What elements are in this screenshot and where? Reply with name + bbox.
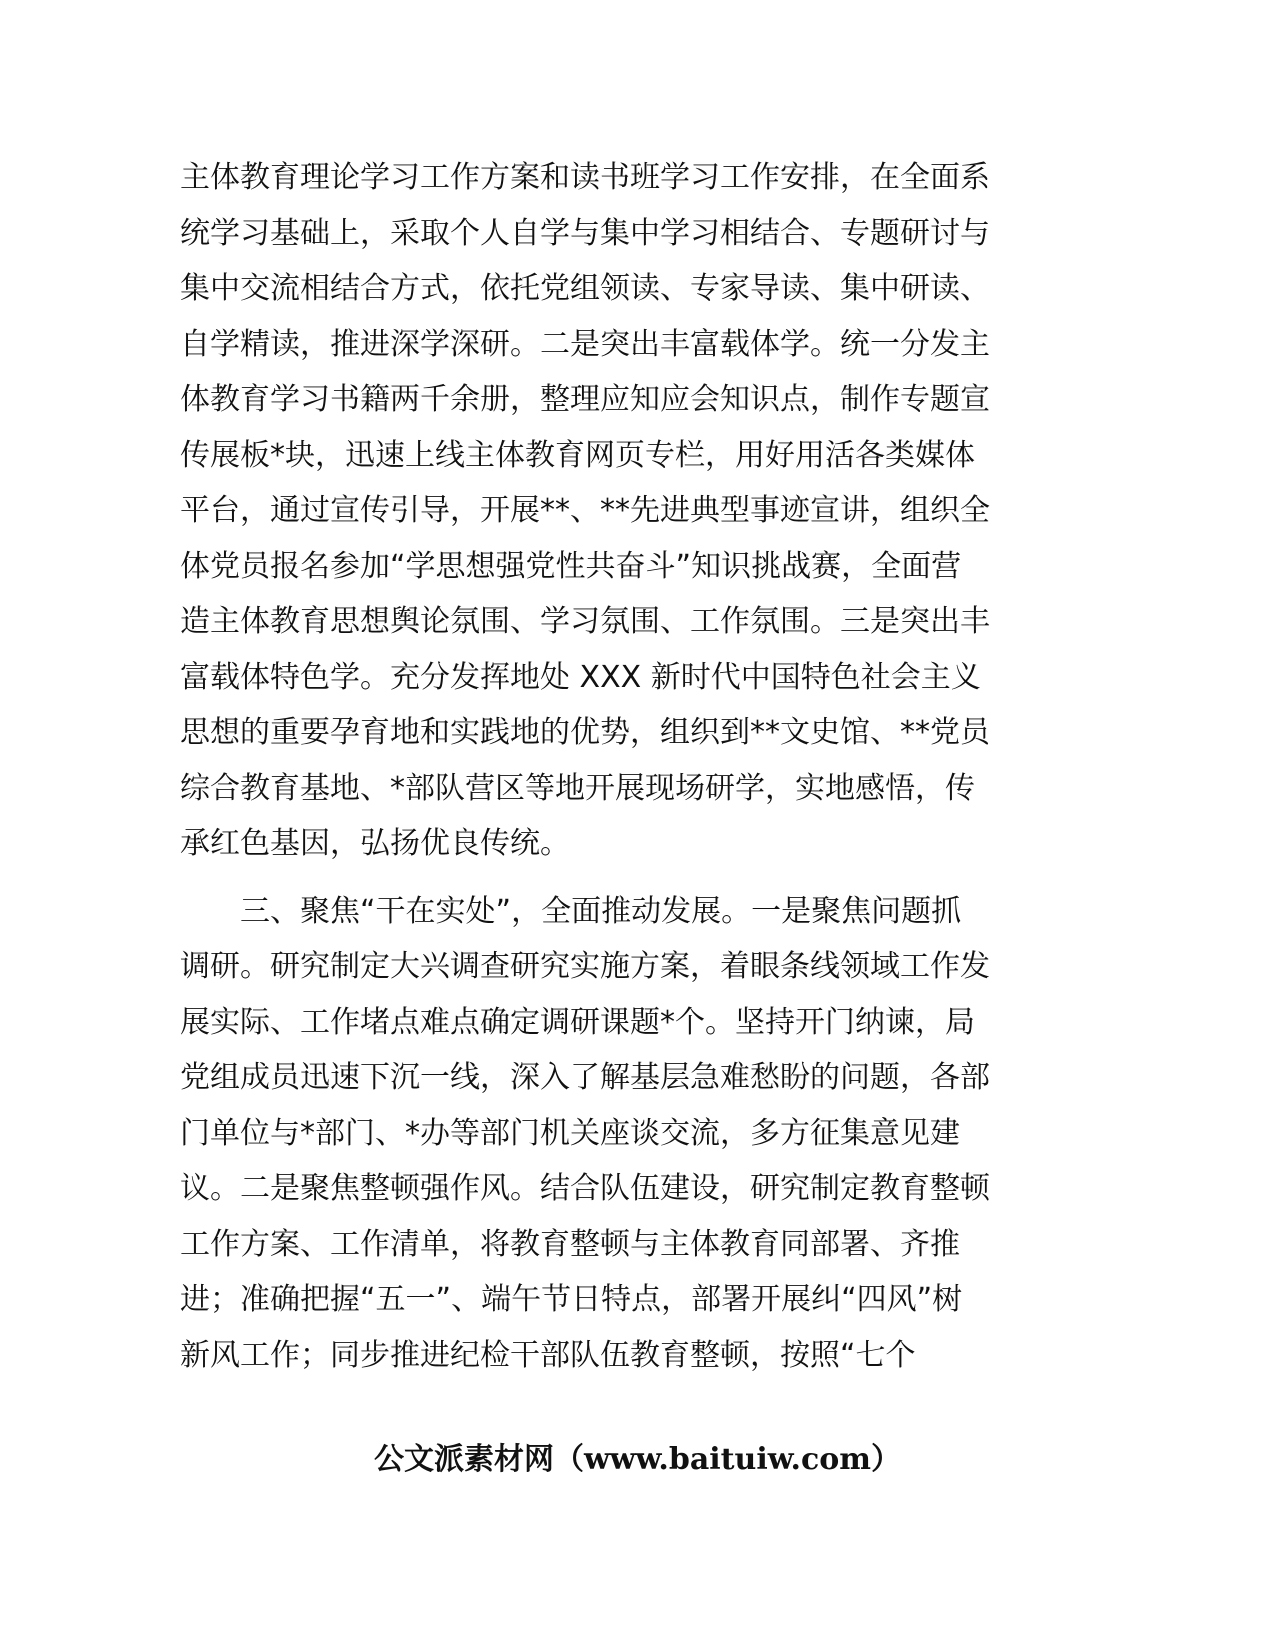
paragraph-1-line-8: 体党员报名参加“学思想强党性共奋斗”知识挑战赛，全面营 [180, 548, 962, 584]
paragraph-1-line-1: 主体教育理论学习工作方案和读书班学习工作安排，在全面系 [180, 160, 990, 195]
paragraph-2-line-1: 三、聚焦“干在实处”，全面推动发展。一是聚焦问题抓 [180, 893, 962, 929]
paragraph-2-line-5: 门单位与*部门、*办等部门机关座谈交流，多方征集意见建 [180, 1115, 960, 1151]
paragraph-1-line-12: 综合教育基地、*部队营区等地开展现场研学，实地感悟，传 [180, 770, 975, 806]
paragraph-2-line-2: 调研。研究制定大兴调查研究实施方案，着眼条线领域工作发 [180, 949, 990, 984]
paragraph-1-line-11: 思想的重要孕育地和实践地的优势，组织到**文史馆、**党员 [180, 715, 990, 750]
paragraph-2-line-4: 党组成员迅速下沉一线，深入了解基层急难愁盼的问题，各部 [180, 1060, 990, 1095]
paragraph-1-line-5: 体教育学习书籍两千余册，整理应知应会知识点，制作专题宣 [180, 382, 990, 417]
paragraph-2-line-8: 进；准确把握“五一”、端午节日特点，部署开展纠“四风”树 [180, 1282, 963, 1317]
paragraph-2-line-9: 新风工作；同步推进纪检干部队伍教育整顿，按照“七个 [180, 1337, 916, 1373]
paragraph-2-line-3: 展实际、工作堵点难点确定调研课题*个。坚持开门纳谏，局 [180, 1004, 975, 1040]
paragraph-1-line-4: 自学精读，推进深学深研。二是突出丰富载体学。统一分发主 [180, 326, 990, 362]
paragraph-2-line-6: 议。二是聚焦整顿强作风。结合队伍建设，研究制定教育整顿 [180, 1171, 990, 1206]
paragraph-2-line-7: 工作方案、工作清单，将教育整顿与主体教育同部署、齐推 [180, 1226, 960, 1262]
document-body [180, 150, 1035, 1383]
paragraph-1-line-9: 造主体教育思想舆论氛围、学习氛围、工作氛围。三是突出丰 [180, 604, 990, 639]
paragraph-1-line-13: 承红色基因，弘扬优良传统。 [180, 826, 570, 861]
paragraph-1-line-7: 平台，通过宣传引导，开展**、**先进典型事迹宣讲，组织全 [180, 493, 990, 528]
paragraph-1-line-10: 富载体特色学。充分发挥地处 XXX 新时代中国特色社会主义 [180, 659, 981, 695]
paragraph-1-line-3: 集中交流相结合方式，依托党组领读、专家导读、集中研读、 [180, 271, 990, 306]
page-footer: 公文派素材网（www.baituiw.com） [373, 1442, 902, 1477]
paragraph-1-line-6: 传展板*块，迅速上线主体教育网页专栏，用好用活各类媒体 [180, 437, 975, 473]
paragraph-1-line-2: 统学习基础上，采取个人自学与集中学习相结合、专题研讨与 [180, 215, 990, 251]
